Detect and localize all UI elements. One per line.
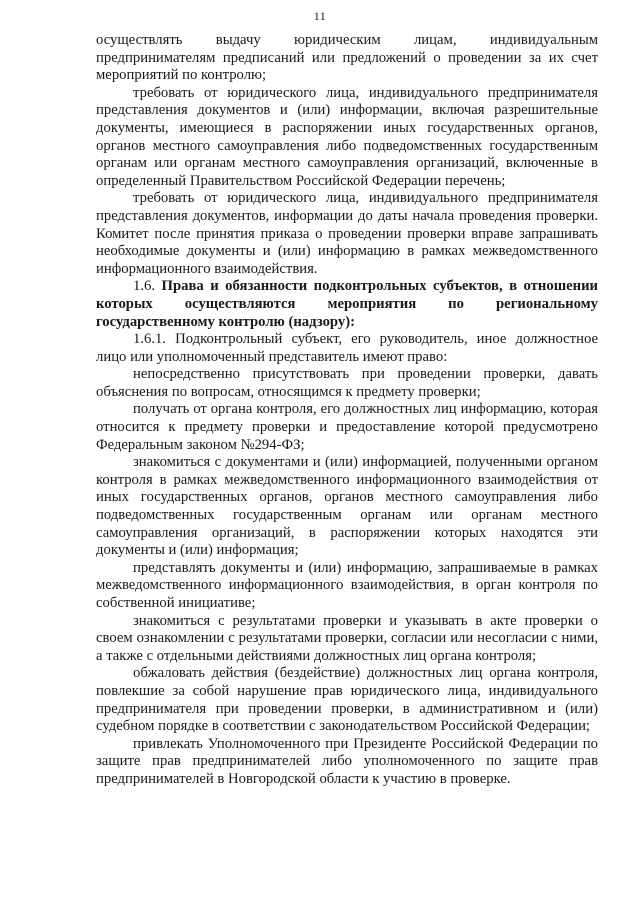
rights-list-item: знакомиться с результатами проверки и указывать в акте проверки о своем ознакомлении с результатами проверки, согласии или несогласии с ними, а также с отдельными действиями должностных лиц органа контроля; xyxy=(96,612,598,664)
rights-list-item: привлекать Уполномоченного при Президенте Российской Федерации по защите прав предпринимателей либо уполномоченного по защите прав предпринимателей в Новгородской области к участию в проверке. xyxy=(96,735,598,787)
document-body xyxy=(96,32,598,789)
page-number: 11 xyxy=(313,9,327,23)
rights-list-item: непосредственно присутствовать при проведении проверки, давать объяснения по вопросам, относящимся к предмету проверки; xyxy=(96,366,598,400)
section-title: Права и обязанности подконтрольных субъектов, в отношении которых осуществляются мероприятия по региональному государственному контролю (надзору): xyxy=(96,278,599,330)
section-heading xyxy=(96,278,598,331)
subsection-paragraph: 1.6.1. Подконтрольный субъект, его руководитель, иное должностное лицо или уполномоченный представитель имеют право: xyxy=(96,331,598,365)
rights-list-item: представлять документы и (или) информацию, запрашиваемые в рамках межведомственного информационного взаимодействия, в орган контроля по собственной инициативе; xyxy=(96,559,598,611)
paragraph: осуществлять выдачу юридическим лицам, индивидуальным предпринимателям предписаний или предложений о проведении за их счет мероприятий по контролю; xyxy=(96,32,598,84)
rights-list-item: получать от органа контроля, его должностных лиц информацию, которая относится к предмету проверки и предоставление которой предусмотрено Федеральным законом №294-ФЗ; xyxy=(96,401,598,453)
paragraph: требовать от юридического лица, индивидуального предпринимателя представления документов, информации до даты начала проведения проверки. Комитет после принятия приказа о проведении проверки вправе запрашивать необходимые документы и (или) информацию в рамках межведомственного информационного взаимодействия. xyxy=(96,190,598,277)
rights-list-item: обжаловать действия (бездействие) должностных лиц органа контроля, повлекшие за собой нарушение прав юридического лица, индивидуального предпринимателя при проведении проверки, в административном и (или) судебном порядке в соответствии с законодательством Российской Федерации; xyxy=(96,665,598,735)
paragraph: требовать от юридического лица, индивидуального предпринимателя представления документов и (или) информации, включая разрешительные документы, имеющиеся в распоряжении иных государственных органов, органов местного самоуправления либо подведомственных государственным органам или органам местного самоуправления организаций, включенные в определенный Правительством Российской Федерации перечень; xyxy=(96,84,598,189)
section-number: 1.6. xyxy=(133,278,156,295)
rights-list-item: знакомиться с документами и (или) информацией, полученными органом контроля в рамках межведомственного информационного взаимодействия от иных государственных органов, органов местного самоуправления либо подведомственных государственным органам или органам местного самоуправления организаций, в распоряжении которых находятся эти документы и (или) информация; xyxy=(96,454,598,559)
